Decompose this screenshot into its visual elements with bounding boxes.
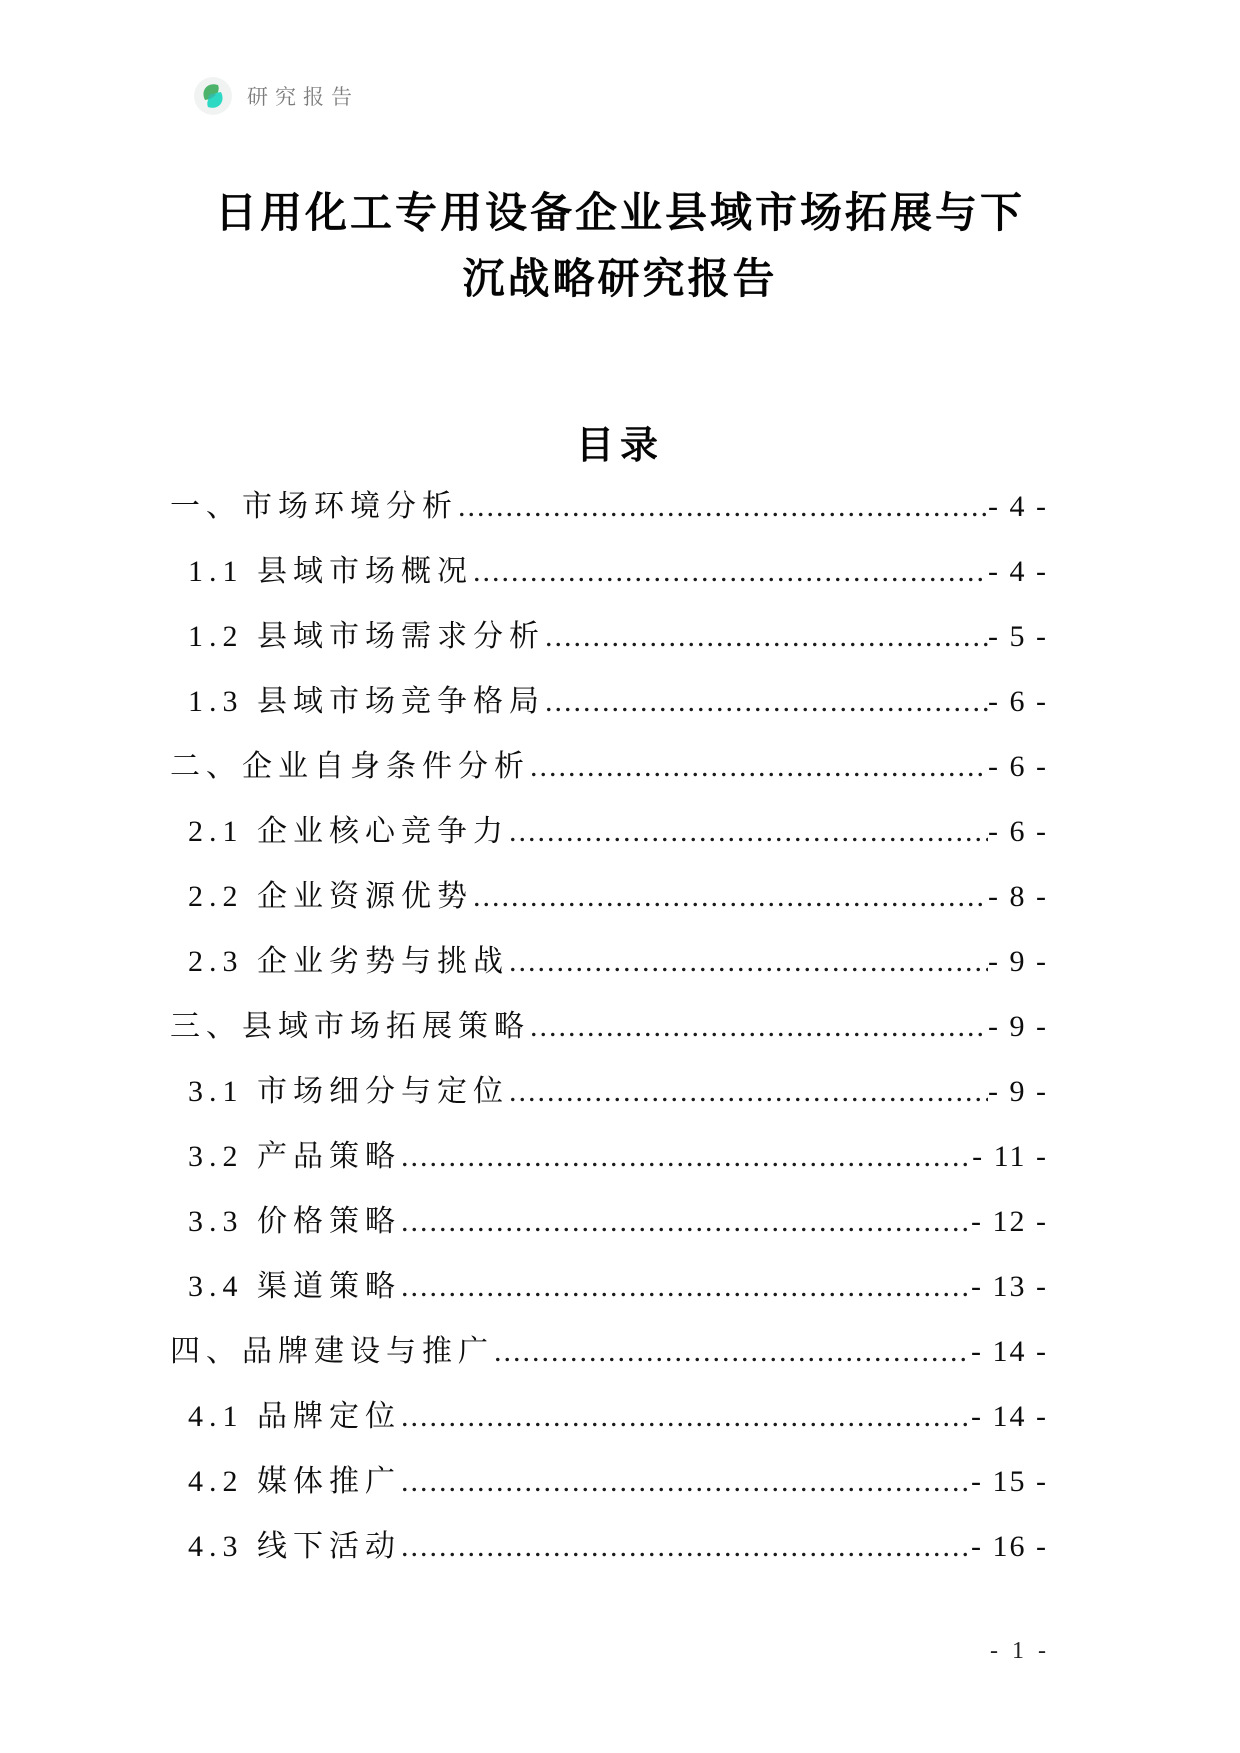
toc-page-number: - 6 -	[988, 750, 1048, 783]
toc-dot-leader	[401, 1514, 971, 1579]
toc-dot-leader	[401, 1449, 971, 1514]
toc-page-number: - 8 -	[988, 880, 1048, 913]
toc-entry[interactable]	[170, 539, 1048, 604]
toc-dot-leader	[545, 604, 988, 669]
toc-entry[interactable]	[170, 994, 1048, 1059]
toc-list	[0, 474, 1240, 1579]
brand-header	[193, 76, 359, 116]
toc-page-number: - 4 -	[988, 555, 1048, 588]
toc-entry[interactable]	[170, 1514, 1048, 1579]
toc-entry-label: 3.2 产品策略	[188, 1140, 401, 1173]
toc-entry-label: 4.1 品牌定位	[188, 1400, 401, 1433]
toc-page-number: - 13 -	[971, 1270, 1048, 1303]
toc-page-number: - 6 -	[988, 685, 1048, 718]
toc-dot-leader	[530, 994, 988, 1059]
brand-logo-icon	[193, 76, 233, 116]
toc-entry-label: 1.3 县域市场竞争格局	[188, 685, 545, 718]
toc-entry[interactable]	[170, 1319, 1048, 1384]
toc-entry[interactable]	[170, 799, 1048, 864]
toc-page-number: - 16 -	[971, 1530, 1048, 1563]
toc-dot-leader	[545, 669, 988, 734]
toc-page-number: - 11 -	[972, 1140, 1048, 1173]
toc-entry[interactable]	[170, 1449, 1048, 1514]
toc-dot-leader	[530, 734, 988, 799]
toc-entry-label: 1.1 县域市场概况	[188, 555, 473, 588]
toc-page-number: - 4 -	[988, 490, 1048, 523]
toc-entry-label: 1.2 县域市场需求分析	[188, 620, 545, 653]
toc-entry[interactable]	[170, 1189, 1048, 1254]
toc-page-number: - 9 -	[988, 1010, 1048, 1043]
toc-entry[interactable]	[170, 1059, 1048, 1124]
page-title	[0, 0, 1240, 312]
toc-dot-leader	[401, 1384, 971, 1449]
toc-dot-leader	[509, 929, 988, 994]
toc-page-number: - 6 -	[988, 815, 1048, 848]
toc-entry[interactable]	[170, 1384, 1048, 1449]
brand-label: 研究报告	[247, 85, 359, 109]
footer-page-number: - 1 -	[990, 1638, 1050, 1664]
toc-dot-leader	[473, 864, 988, 929]
toc-entry-label: 3.1 市场细分与定位	[188, 1075, 509, 1108]
toc-entry-label: 一、市场环境分析	[170, 490, 458, 523]
toc-entry[interactable]	[170, 1124, 1048, 1189]
toc-entry-label: 3.4 渠道策略	[188, 1270, 401, 1303]
toc-entry-label: 2.2 企业资源优势	[188, 880, 473, 913]
toc-entry[interactable]	[170, 474, 1048, 539]
toc-entry-label: 二、企业自身条件分析	[170, 750, 530, 783]
toc-page-number: - 14 -	[971, 1400, 1048, 1433]
toc-entry[interactable]	[170, 669, 1048, 734]
toc-dot-leader	[401, 1189, 971, 1254]
toc-page-number: - 9 -	[988, 945, 1048, 978]
toc-dot-leader	[473, 539, 988, 604]
page-title-line2: 沉战略研究报告	[462, 255, 778, 302]
toc-page-number: - 15 -	[971, 1465, 1048, 1498]
toc-entry-label: 4.2 媒体推广	[188, 1465, 401, 1498]
toc-entry[interactable]	[170, 864, 1048, 929]
toc-dot-leader	[509, 1059, 988, 1124]
toc-entry[interactable]	[170, 734, 1048, 799]
toc-dot-leader	[458, 474, 988, 539]
toc-entry-label: 三、县域市场拓展策略	[170, 1010, 530, 1043]
toc-dot-leader	[401, 1254, 971, 1319]
toc-entry[interactable]	[170, 929, 1048, 994]
toc-entry[interactable]	[170, 1254, 1048, 1319]
toc-entry-label: 2.1 企业核心竞争力	[188, 815, 509, 848]
toc-dot-leader	[509, 799, 988, 864]
toc-entry[interactable]	[170, 604, 1048, 669]
toc-page-number: - 12 -	[971, 1205, 1048, 1238]
toc-page-number: - 5 -	[988, 620, 1048, 653]
toc-page-number: - 9 -	[988, 1075, 1048, 1108]
toc-entry-label: 4.3 线下活动	[188, 1530, 401, 1563]
toc-entry-label: 2.3 企业劣势与挑战	[188, 945, 509, 978]
toc-entry-label: 四、品牌建设与推广	[170, 1335, 494, 1368]
toc-dot-leader	[401, 1124, 972, 1189]
toc-page-number: - 14 -	[971, 1335, 1048, 1368]
toc-dot-leader	[494, 1319, 971, 1384]
toc-heading: 目录	[575, 425, 664, 467]
page-title-line1: 日用化工专用设备企业县域市场拓展与下	[214, 189, 1025, 236]
toc-entry-label: 3.3 价格策略	[188, 1205, 401, 1238]
